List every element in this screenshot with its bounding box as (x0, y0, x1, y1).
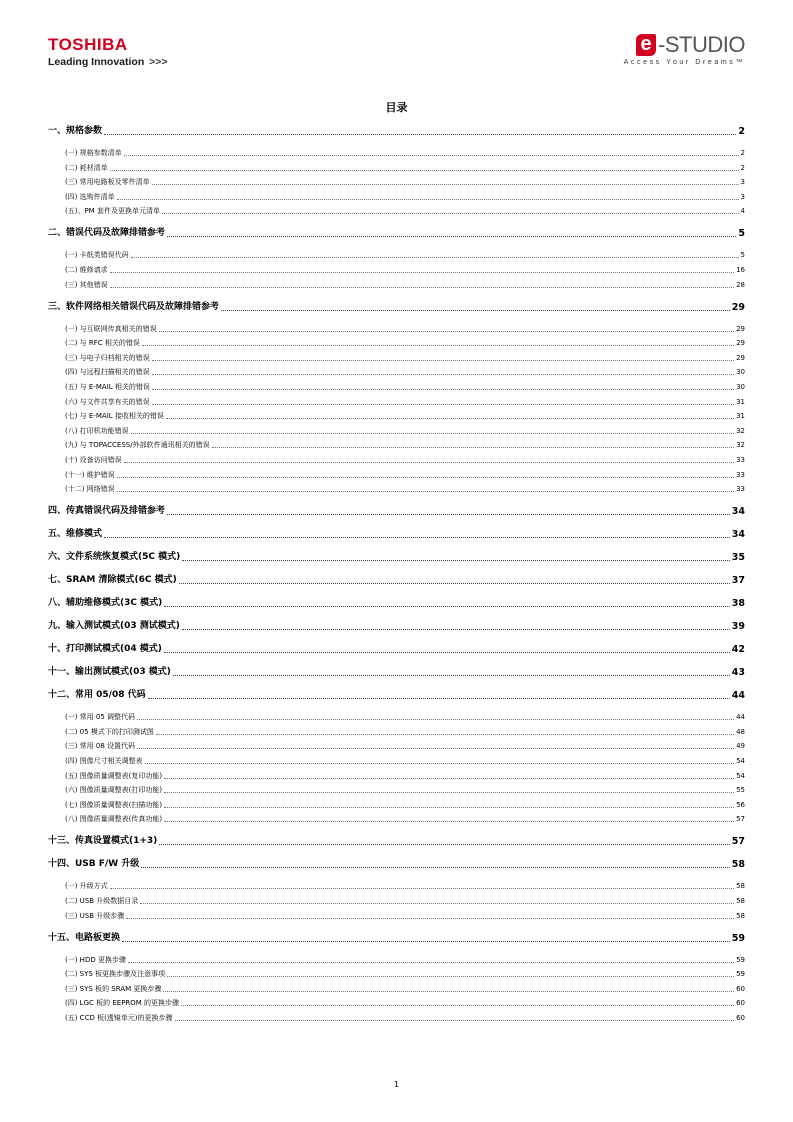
toc-entry-title: (四) 与远程扫描相关的错误 (65, 368, 150, 377)
toc-entry-page: 34 (731, 506, 745, 518)
toc-chapter-entry[interactable] (48, 643, 745, 656)
dot-leader (167, 513, 730, 515)
toc-entry-page: 37 (731, 575, 745, 587)
toc-section-entry[interactable] (48, 814, 745, 824)
toc-entry-page: 29 (731, 301, 745, 313)
toc-section-entry[interactable] (48, 969, 745, 979)
toc-entry-page: 44 (736, 713, 745, 722)
toc-entry-title: (四) 选购件清单 (65, 192, 115, 201)
estudio-logo (624, 34, 745, 66)
dot-leader (152, 359, 734, 361)
toc-entry-page: 5 (738, 228, 745, 240)
toc-chapter-entry[interactable] (48, 666, 745, 679)
dot-leader (110, 271, 734, 273)
toc-entry-page: 60 (736, 999, 745, 1008)
toc-entry-title: (一) HDD 更换步骤 (65, 955, 126, 964)
toc-entry-page: 58 (736, 911, 745, 920)
dot-leader (159, 843, 729, 845)
toc-entry-page: 5 (740, 251, 745, 260)
toc-entry-title: (八) 打印机功能错误 (65, 426, 129, 435)
toshiba-logo (48, 36, 168, 68)
dot-leader (117, 476, 734, 478)
toc-entry-title: 九、输入测试模式(03 测试模式) (48, 621, 180, 632)
toc-section-entry[interactable] (48, 984, 745, 994)
toc-section-entry[interactable] (48, 382, 745, 392)
estudio-wordmark: -STUDIO (658, 32, 745, 57)
toc-entry-page: 32 (736, 426, 745, 435)
toc-entry-title: 十四、USB F/W 升级 (48, 859, 140, 870)
dot-leader (164, 605, 730, 607)
toc-entry-page: 54 (736, 757, 745, 765)
toc-entry-page: 30 (736, 383, 745, 391)
toc-entry-page: 58 (731, 859, 745, 871)
dot-leader (145, 762, 734, 764)
toc-entry-page: 59 (731, 932, 745, 944)
toc-entry-page: 44 (731, 690, 745, 702)
toc-chapter-entry[interactable] (48, 620, 745, 633)
toc-section-entry[interactable] (48, 484, 745, 494)
toc-entry-title: (二) 与 RFC 相关的错误 (65, 339, 140, 348)
dot-leader (137, 718, 734, 720)
toc-chapter-entry[interactable] (48, 125, 745, 138)
toc-entry-page: 58 (736, 897, 745, 905)
toc-section-entry[interactable] (48, 206, 745, 216)
toc-entry-page: 39 (731, 621, 745, 633)
toc-entry-page: 38 (731, 598, 745, 610)
dot-leader (166, 417, 734, 419)
dot-leader (117, 198, 739, 200)
toc-entry-title: (一) 常用 05 调整代码 (65, 713, 136, 722)
chevrons-icon: >>> (149, 56, 168, 68)
toc-entry-title: 七、SRAM 清除模式(6C 模式) (48, 575, 177, 586)
dot-leader (124, 461, 734, 463)
toc-section-entry[interactable] (48, 148, 745, 158)
toc-entry-title: (三) 与电子归档相关的错误 (65, 353, 150, 362)
toc-section-entry[interactable] (48, 756, 745, 766)
toc-entry-title: (二) 维修请求 (65, 266, 108, 274)
toc-section-entry[interactable] (48, 998, 745, 1008)
toshiba-wordmark: TOSHIBA (48, 35, 128, 54)
toc-section-entry[interactable] (48, 353, 745, 363)
toc-entry-page: 54 (736, 771, 745, 780)
toc-section-entry[interactable] (48, 367, 745, 377)
toc-entry-page: 2 (738, 126, 745, 137)
dot-leader (182, 559, 730, 561)
dot-leader (164, 820, 734, 822)
toc-chapter-entry[interactable] (48, 835, 745, 848)
dot-leader (162, 212, 739, 214)
toc-entry-page: 48 (736, 727, 745, 736)
dot-leader (164, 791, 734, 793)
toc-entry-title: (八) 图像质量调整表(传真功能) (65, 815, 163, 824)
dot-leader (117, 490, 734, 492)
dot-leader (141, 866, 729, 868)
toc-chapter-entry[interactable] (48, 505, 745, 518)
toc-entry-page: 33 (736, 485, 745, 494)
dot-leader (152, 183, 739, 185)
dot-leader (156, 733, 734, 735)
dot-leader (167, 235, 736, 237)
dot-leader (110, 887, 734, 889)
dot-leader (110, 169, 739, 171)
toc-section-entry[interactable] (48, 727, 745, 737)
toc-entry-page: 2 (740, 149, 745, 157)
dot-leader (131, 256, 739, 258)
toc-chapter-entry[interactable] (48, 301, 745, 314)
toc-entry-page: 32 (736, 441, 745, 450)
dot-leader (181, 1004, 734, 1006)
toc-section-entry[interactable] (48, 440, 745, 450)
toc-entry-page: 33 (736, 456, 745, 464)
toc-chapter-entry[interactable] (48, 858, 745, 871)
toc-entry-page: 59 (736, 970, 745, 979)
dot-leader (173, 674, 730, 676)
toc-section-entry[interactable] (48, 250, 745, 260)
toc-entry-page: 30 (736, 368, 745, 377)
toc-section-entry[interactable] (48, 411, 745, 421)
toc-section-entry[interactable] (48, 397, 745, 407)
toshiba-tagline (48, 56, 168, 68)
toc-section-entry[interactable] (48, 338, 745, 348)
toc-entry-page: 58 (736, 882, 745, 891)
dot-leader (159, 330, 734, 332)
toc-entry-page: 33 (736, 470, 745, 479)
toc-entry-page: 42 (731, 644, 745, 656)
toc-section-entry[interactable] (48, 800, 745, 810)
toc-entry-title: 六、文件系统恢复模式(5C 模式) (48, 552, 181, 563)
dot-leader (122, 940, 730, 942)
toc-entry-title: 十二、常用 05/08 代码 (48, 690, 146, 701)
dot-leader (221, 309, 730, 311)
dot-leader (164, 777, 734, 779)
toc-entry-page: 3 (740, 178, 745, 187)
toc-entry-title: (一) 规格参数清单 (65, 149, 122, 157)
toc-entry-title: 四、传真错误代码及排错参考 (48, 506, 166, 517)
toc-entry-page: 31 (736, 397, 745, 406)
toc-entry-title: (五) CCD 板(透镜单元)的更换步骤 (65, 1014, 173, 1022)
toc-entry-title: (五)、PM 套件及更换单元清单 (65, 207, 160, 216)
toc-entry-page: 35 (731, 552, 745, 564)
toc-section-entry[interactable] (48, 192, 745, 202)
toc-chapter-entry[interactable] (48, 597, 745, 610)
toc-entry-title: 十三、传真设置模式(1+3) (48, 836, 158, 847)
toc-entry-title: 十五、电路板更换 (48, 932, 121, 943)
toc-section-entry[interactable] (48, 324, 745, 334)
toc-entry-title: 三、软件网络相关错误代码及故障排错参考 (48, 301, 220, 312)
toc-entry-title: (三) SYS 板的 SRAM 更换步骤 (65, 984, 162, 993)
toc-section-entry[interactable] (48, 177, 745, 187)
toc-entry-title: 十一、输出测试模式(03 模式) (48, 667, 171, 678)
toc-entry-page: 55 (736, 786, 745, 795)
toc-entry-title: (二) 耗材清单 (65, 163, 108, 172)
dot-leader (110, 286, 734, 288)
toc-section-entry[interactable] (48, 280, 745, 290)
toc-section-entry[interactable] (48, 955, 745, 965)
toc-entry-page: 56 (736, 800, 745, 809)
toc-entry-title: 五、维修模式 (48, 529, 103, 540)
toc-section-entry[interactable] (48, 785, 745, 795)
toc-entry-title: (十) 设备访问错误 (65, 456, 122, 464)
toc-section-entry[interactable] (48, 470, 745, 480)
toc-section-entry[interactable] (48, 911, 745, 921)
toc-entry-page: 43 (731, 667, 745, 679)
toc-chapter-entry[interactable] (48, 574, 745, 587)
toc-section-entry[interactable] (48, 163, 745, 173)
dot-leader (148, 697, 730, 699)
toc-entry-title: (六) 与文件共享有关的错误 (65, 397, 150, 406)
toc-chapter-entry[interactable] (48, 689, 745, 702)
toc-entry-title: (四) 图像尺寸相关调整表 (65, 757, 143, 765)
toc-entry-title: (五) 图像质量调整表(复印功能) (65, 771, 163, 780)
toc-entry-title: (一) 与互联网传真相关的错误 (65, 324, 157, 333)
toc-entry-page: 3 (740, 192, 745, 201)
dot-leader (152, 373, 734, 375)
toc-entry-page: 28 (736, 280, 745, 289)
toc-entry-page: 57 (736, 815, 745, 824)
toc-entry-title: (一) 升级方式 (65, 882, 108, 891)
toc-entry-title: (七) 图像质量调整表(扫描功能) (65, 800, 163, 809)
toc-entry-title: 一、规格参数 (48, 126, 103, 136)
toc-entry-title: (十二) 网络错误 (65, 485, 115, 494)
toc-entry-page: 29 (736, 324, 745, 333)
toc-entry-title: (三) 常用电路板及零件清单 (65, 178, 150, 187)
toc-entry-title: (九) 与 TOPACCESS/外部软件通讯相关的错误 (65, 441, 210, 450)
toc-chapter-entry[interactable] (48, 932, 745, 945)
toc-entry-title: 二、错误代码及故障排错参考 (48, 228, 166, 239)
toc-entry-page: 31 (736, 412, 745, 421)
toc-chapter-entry[interactable] (48, 227, 745, 240)
toc-entry-page: 60 (736, 984, 745, 993)
toc-section-entry[interactable] (48, 741, 745, 751)
toc-entry-title: (十一) 维护错误 (65, 470, 115, 479)
dot-leader (140, 902, 734, 904)
dot-leader (164, 806, 734, 808)
toc-section-entry[interactable] (48, 896, 745, 906)
toc-entry-title: (一) 卡纸类错误代码 (65, 251, 129, 260)
estudio-e-mark: e (636, 34, 656, 56)
toc-entry-page: 29 (736, 339, 745, 348)
toc-entry-title: 八、辅助维修模式(3C 模式) (48, 598, 163, 609)
dot-leader (212, 446, 734, 448)
toc-entry-title: (二) 05 模式下的打印测试图 (65, 727, 154, 736)
toc-entry-title: (三) USB 升级步骤 (65, 911, 125, 920)
estudio-tagline: Access Your Dreams™ (623, 59, 745, 66)
toc-section-entry[interactable] (48, 265, 745, 275)
toc-section-entry[interactable] (48, 881, 745, 891)
dot-leader (128, 961, 734, 963)
dot-leader (137, 747, 734, 749)
page-number: 1 (393, 1080, 400, 1089)
toc-entry-page: 59 (736, 955, 745, 964)
toc-entry-title: (七) 与 E-MAIL 接收相关的错误 (65, 412, 164, 421)
dot-leader (167, 975, 734, 977)
dot-leader (124, 154, 739, 156)
dot-leader (131, 432, 734, 434)
toc-entry-title: (六) 图像质量调整表(打印功能) (65, 786, 163, 795)
dot-leader (104, 133, 736, 135)
dot-leader (164, 651, 730, 653)
toc-entry-title: (二) USB 升级数据目录 (65, 897, 139, 905)
toc-entry-page: 29 (736, 353, 745, 362)
toc-entry-page: 16 (736, 266, 745, 274)
dot-leader (182, 628, 730, 630)
dot-leader (104, 536, 730, 538)
toc-section-entry[interactable] (48, 771, 745, 781)
toc-chapter-entry[interactable] (48, 551, 745, 564)
toc-entry-title: (五) 与 E-MAIL 相关的错误 (65, 383, 150, 391)
dot-leader (152, 403, 734, 405)
toc-title: 目录 (385, 101, 408, 114)
toc-section-entry[interactable] (48, 712, 745, 722)
dot-leader (175, 1019, 735, 1021)
toc-entry-page: 49 (736, 742, 745, 751)
toc-entry-page: 4 (740, 207, 745, 216)
dot-leader (163, 990, 734, 992)
toc-chapter-entry[interactable] (48, 528, 745, 541)
toc-section-entry[interactable] (48, 455, 745, 465)
toc-entry-page: 57 (731, 836, 745, 848)
toc-entry-page: 2 (740, 163, 745, 172)
dot-leader (142, 344, 734, 346)
toc-entry-page: 60 (736, 1014, 745, 1022)
dot-leader (126, 917, 734, 919)
dot-leader (152, 388, 734, 390)
toshiba-tagline-text: Leading Innovation (48, 56, 145, 68)
toc-entry-page: 34 (731, 529, 745, 541)
toc-section-entry[interactable] (48, 426, 745, 436)
toc-entry-title: (四) LGC 板的 EEPROM 的更换步骤 (65, 999, 180, 1008)
toc-entry-title: (三) 其他错误 (65, 280, 108, 289)
toc-section-entry[interactable] (48, 1013, 745, 1023)
toc-entry-title: (二) SYS 板更换步骤及注意事项 (65, 970, 166, 979)
toc-entry-title: (三) 常用 08 设置代码 (65, 742, 136, 751)
toc-entry-title: 十、打印测试模式(04 模式) (48, 644, 162, 655)
dot-leader (179, 582, 730, 584)
